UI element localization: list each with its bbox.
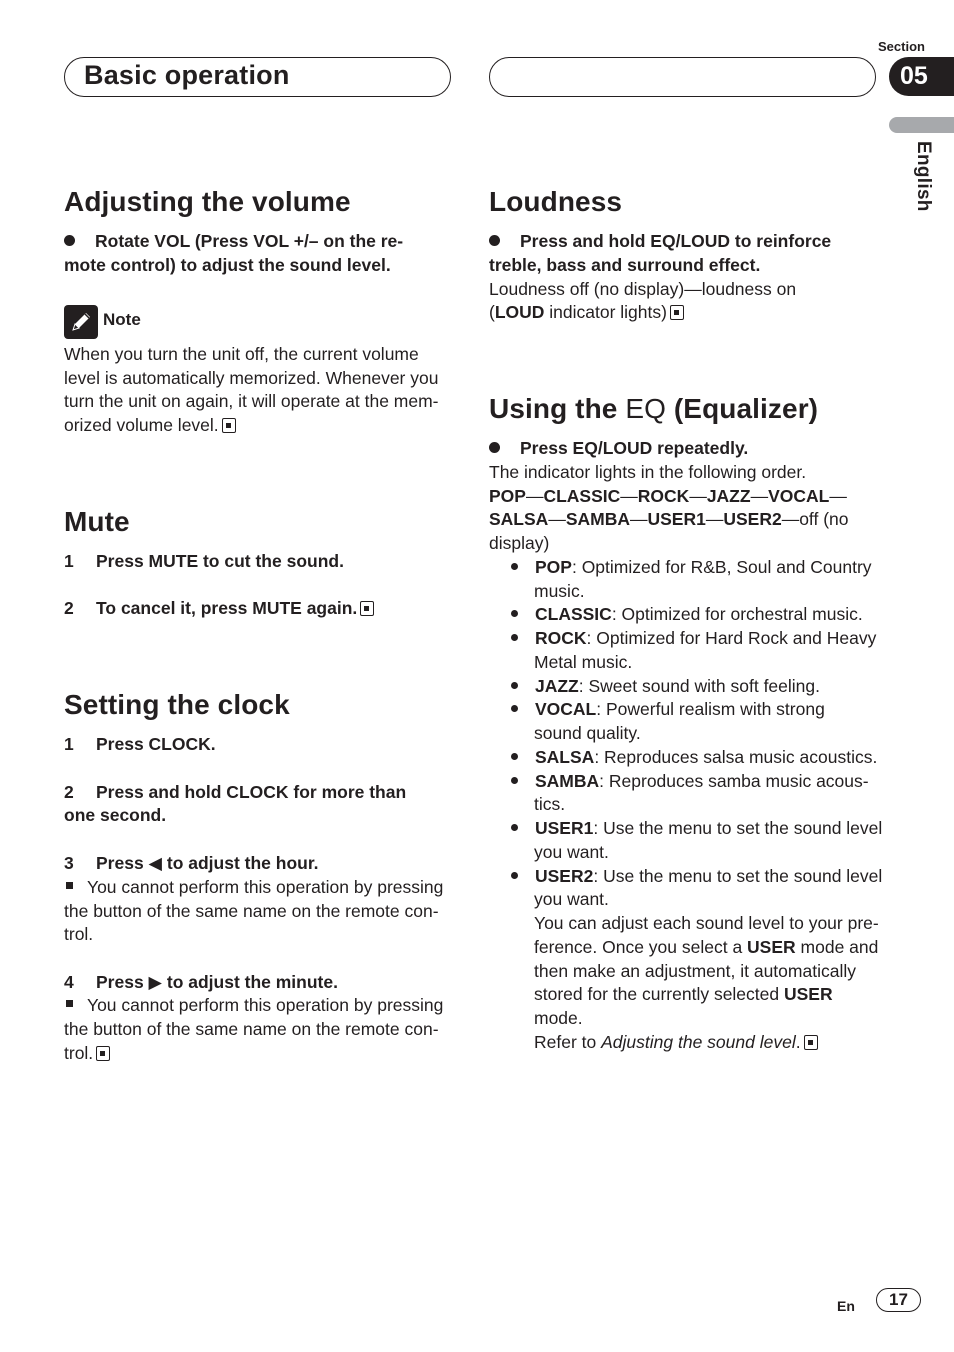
bullet-icon <box>489 442 500 453</box>
heading-loudness: Loudness <box>489 186 623 217</box>
note-pencil-icon <box>64 305 98 339</box>
eq-item-vocal-cont: sound quality. <box>534 723 641 743</box>
end-mark-icon <box>96 1046 110 1061</box>
page-title: Basic operation <box>84 60 290 90</box>
eq-item-user1-cont: you want. <box>534 842 609 862</box>
end-mark-icon <box>222 418 236 433</box>
eq-item-user2: USER2: Use the menu to set the sound level <box>511 864 882 888</box>
language-label: English <box>913 141 934 212</box>
clock-step-4-note-1: You cannot perform this operation by pressing <box>64 993 443 1017</box>
end-mark-icon <box>360 601 374 616</box>
eq-item-rock: ROCK: Optimized for Hard Rock and Heavy <box>511 626 876 650</box>
eq-item-samba-cont: tics. <box>534 794 566 814</box>
eq-order-intro: The indicator lights in the following order. <box>489 462 807 482</box>
eq-extra-4: stored for the currently selected USER <box>534 984 833 1004</box>
bullet-icon <box>511 634 518 641</box>
eq-item-jazz: JAZZ: Sweet sound with soft feeling. <box>511 674 820 698</box>
page-number: 17 <box>876 1288 921 1312</box>
bullet-icon <box>64 235 75 246</box>
volume-instruction-cont: mote control) to adjust the sound level. <box>64 255 391 275</box>
bullet-icon <box>511 705 518 712</box>
clock-step-1: 1 Press CLOCK. <box>64 734 216 754</box>
footer-language-code: En <box>837 1298 855 1314</box>
note-label: Note <box>103 310 141 329</box>
eq-item-user1: USER1: Use the menu to set the sound level <box>511 816 882 840</box>
bullet-icon <box>511 610 518 617</box>
eq-order-line-3: display) <box>489 533 550 553</box>
eq-item-samba: SAMBA: Reproduces samba music acous- <box>511 769 869 793</box>
eq-order-line-2: SALSA—SAMBA—USER1—USER2—off (no <box>489 509 849 529</box>
bullet-icon <box>511 777 518 784</box>
section-number-badge: 05 <box>889 57 954 96</box>
clock-step-3-note-2: the button of the same name on the remote con- <box>64 901 439 921</box>
mute-step-1: 1 Press MUTE to cut the sound. <box>64 551 344 571</box>
volume-instruction: Rotate VOL (Press VOL +/– on the re- <box>64 229 403 253</box>
eq-extra-2: ference. Once you select a USER mode and <box>534 937 879 957</box>
bullet-icon <box>511 563 518 570</box>
end-mark-icon <box>670 305 684 320</box>
clock-step-4-note-2: the button of the same name on the remote con- <box>64 1019 439 1039</box>
eq-item-vocal: VOCAL: Powerful realism with strong <box>511 697 825 721</box>
note-text-1: When you turn the unit off, the current volume <box>64 344 419 364</box>
eq-item-pop: POP: Optimized for R&B, Soul and Country <box>511 555 872 579</box>
note-text-2: level is automatically memorized. Whenever you <box>64 368 439 388</box>
mute-step-2: 2 To cancel it, press MUTE again. <box>64 596 374 620</box>
end-mark-icon <box>804 1035 818 1050</box>
clock-step-4: 4 Press ▶ to adjust the minute. <box>64 972 338 992</box>
eq-instruction: Press EQ/LOUD repeatedly. <box>489 436 748 460</box>
eq-extra-1: You can adjust each sound level to your pre- <box>534 913 879 933</box>
bullet-icon <box>511 824 518 831</box>
eq-refer: Refer to Adjusting the sound level. <box>534 1030 818 1054</box>
eq-item-pop-cont: music. <box>534 581 585 601</box>
bullet-icon <box>489 235 500 246</box>
clock-step-3-note-3: trol. <box>64 924 94 944</box>
clock-step-3-note-1: You cannot perform this operation by pressing <box>64 875 443 899</box>
clock-step-3: 3 Press ◀ to adjust the hour. <box>64 853 319 873</box>
eq-item-user2-cont: you want. <box>534 889 609 909</box>
heading-using-eq: Using the EQ (Equalizer) <box>489 393 819 424</box>
loudness-instruction-cont: treble, bass and surround effect. <box>489 255 761 275</box>
header-blank-frame <box>489 57 876 97</box>
eq-extra-3: then make an adjustment, it automatically <box>534 961 856 981</box>
clock-step-4-note-3: trol. <box>64 1041 110 1065</box>
eq-item-rock-cont: Metal music. <box>534 652 633 672</box>
bullet-icon <box>511 753 518 760</box>
bullet-icon <box>511 872 518 879</box>
loudness-instruction: Press and hold EQ/LOUD to reinforce <box>489 229 831 253</box>
square-bullet-icon <box>66 882 73 889</box>
heading-adjusting-volume: Adjusting the volume <box>64 186 351 217</box>
clock-step-2-cont: one second. <box>64 805 167 825</box>
section-label: Section <box>878 39 925 54</box>
clock-step-2: 2 Press and hold CLOCK for more than <box>64 782 407 802</box>
eq-item-classic: CLASSIC: Optimized for orchestral music. <box>511 602 863 626</box>
eq-item-salsa: SALSA: Reproduces salsa music acoustics. <box>511 745 877 769</box>
heading-setting-clock: Setting the clock <box>64 689 290 720</box>
heading-mute: Mute <box>64 506 130 537</box>
note-text-4: orized volume level. <box>64 413 236 437</box>
language-tab <box>889 117 954 133</box>
loudness-desc-2: (LOUD indicator lights) <box>489 300 684 324</box>
note-text-3: turn the unit on again, it will operate at the mem- <box>64 391 439 411</box>
eq-order-line-1: POP—CLASSIC—ROCK—JAZZ—VOCAL— <box>489 486 847 506</box>
eq-extra-5: mode. <box>534 1008 583 1028</box>
loudness-desc-1: Loudness off (no display)—loudness on <box>489 279 797 299</box>
square-bullet-icon <box>66 1000 73 1007</box>
bullet-icon <box>511 682 518 689</box>
